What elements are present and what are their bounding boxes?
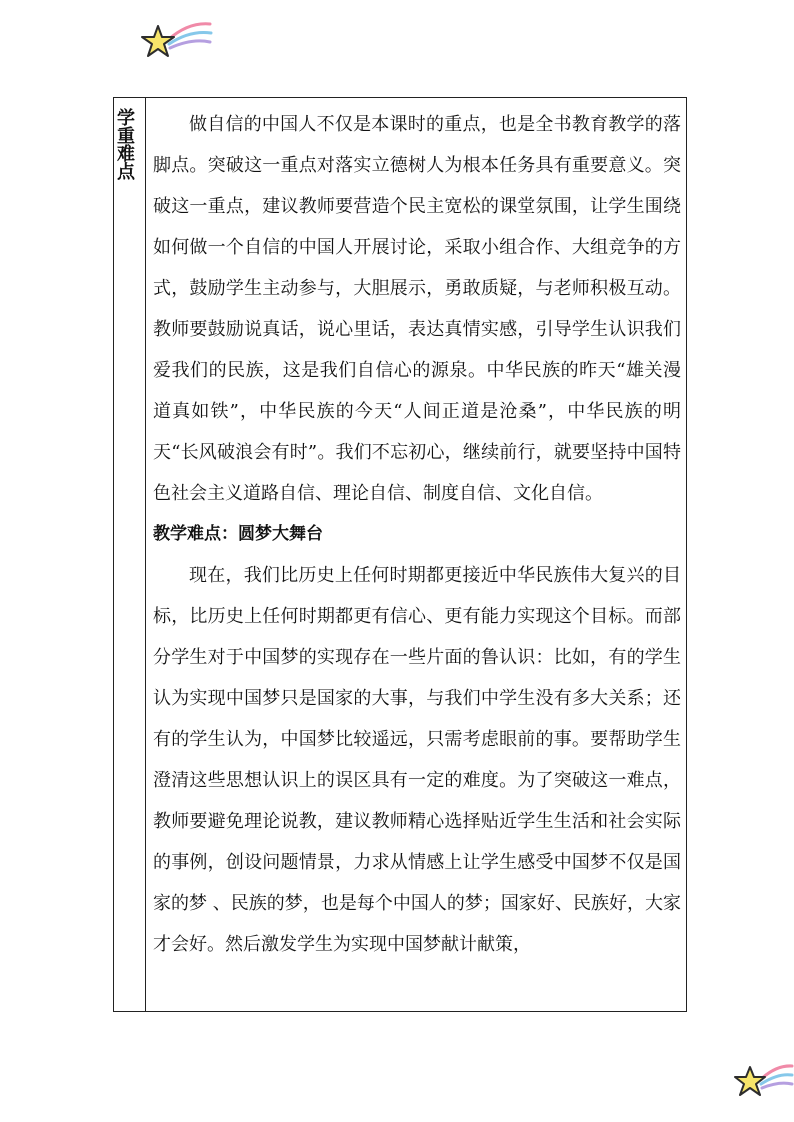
key-point-paragraph: 做自信的中国人不仅是本课时的重点，也是全书教育教学的落脚点。突破这一重点对落实立德树人为根本任务具有重要意义。突破这一重点，建议教师要营造个民主宽松的课堂氛围，让学生围绕如何做一个自信的中国人开展讨论，采取小组合作、大组竞争的方式，鼓励学生主动参与，大胆展示，勇敢质疑，与老师积极互动。教师要鼓励说真话，说心里话，表达真情实感，引导学生认识我们爱我们的民族，这是我们自信心的源泉。中华民族的昨天“雄关漫道真如铁”，中华民族的今天“人间正道是沧桑”，中华民族的明天“长风破浪会有时”。我们不忘初心，继续前行，就要坚持中国特色社会主义道路自信、理论自信、制度自信、文化自信。	[153, 114, 681, 504]
lesson-table	[113, 97, 687, 1012]
section-label: 学重难点	[114, 108, 135, 180]
section-label-column	[114, 98, 146, 1011]
shooting-star-icon	[732, 1056, 794, 1102]
section-content	[153, 104, 681, 965]
shooting-star-icon	[138, 14, 214, 60]
difficulty-heading: 教学难点：圆梦大舞台	[153, 524, 323, 544]
difficulty-paragraph: 现在，我们比历史上任何时期都更接近中华民族伟大复兴的目标，比历史上任何时期都更有信心、更有能力实现这个目标。而部分学生对于中国梦的实现存在一些片面的鲁认识：比如，有的学生认为实现中国梦只是国家的大事，与我们中学生没有多大关系；还有的学生认为，中国梦比较遥远，只需考虑眼前的事。要帮助学生澄清这些思想认识上的误区具有一定的难度。为了突破这一难点，教师要避免理论说教，建议教师精心选择贴近学生生活和社会实际的事例，创设问题情景，力求从情感上让学生感受中国梦不仅是国家的梦 、民族的梦，也是每个中国人的梦；国家好、民族好，大家才会好。然后激发学生为实现中国梦献计献策，	[153, 565, 681, 955]
